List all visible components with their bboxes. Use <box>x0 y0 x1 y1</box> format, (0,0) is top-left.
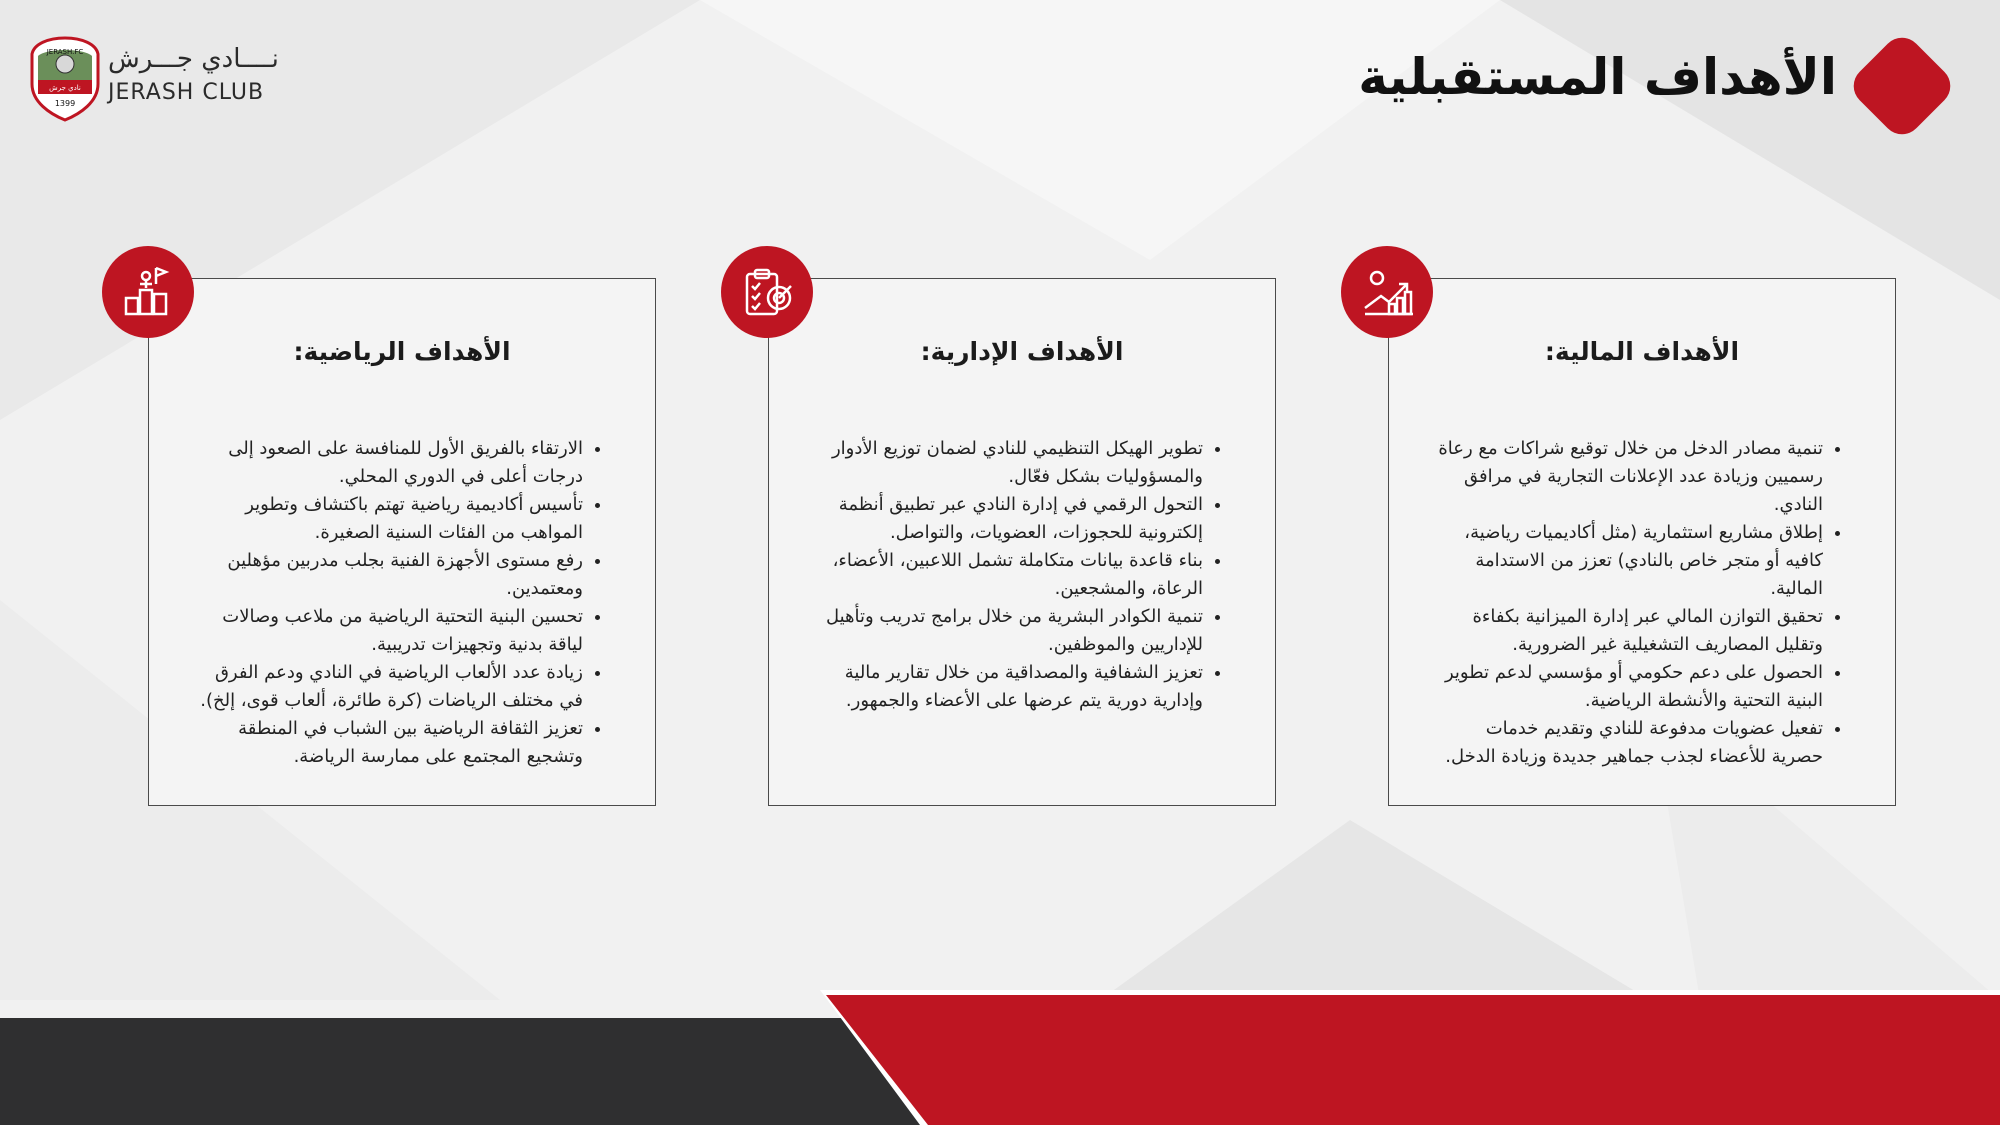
goals-list <box>1429 435 1847 771</box>
svg-text:JERASH.FC: JERASH.FC <box>46 48 84 56</box>
card-title: الأهداف المالية: <box>1544 337 1740 366</box>
list-item: • إطلاق مشاريع استثمارية (مثل أكاديميات رياضية، كافيه أو متجر خاص بالنادي) تعزز من الاستدامة المالية. <box>1429 519 1823 603</box>
podium-flag-icon <box>102 246 194 338</box>
card-title: الأهداف الإدارية: <box>920 337 1124 366</box>
logo-arabic-name: نــــادي جـــرش <box>108 44 279 74</box>
club-logo <box>28 36 288 126</box>
list-item: • الارتقاء بالفريق الأول للمنافسة على الصعود إلى درجات أعلى في الدوري المحلي. <box>189 435 583 491</box>
svg-text:1399: 1399 <box>54 99 76 108</box>
list-item: • زيادة عدد الألعاب الرياضية في النادي ودعم الفرق في مختلف الرياضات (كرة طائرة، ألعاب قوى، إلخ). <box>189 659 583 715</box>
list-item: • تنمية مصادر الدخل من خلال توقيع شراكات مع رعاة رسميين وزيادة عدد الإعلانات التجارية في مرافق النادي. <box>1429 435 1823 519</box>
card-administrative-goals <box>768 278 1276 806</box>
list-item: • بناء قاعدة بيانات متكاملة تشمل اللاعبين، الأعضاء، الرعاة، والمشجعين. <box>809 547 1203 603</box>
list-item: • التحول الرقمي في إدارة النادي عبر تطبيق أنظمة إلكترونية للحجوزات، العضويات، والتواصل. <box>809 491 1203 547</box>
logo-english-name: JERASH CLUB <box>108 80 265 105</box>
list-item: • تعزيز الشفافية والمصداقية من خلال تقارير مالية وإدارية دورية يتم عرضها على الأعضاء والجمهور. <box>809 659 1203 715</box>
list-item: • تنمية الكوادر البشرية من خلال برامج تدريب وتأهيل للإداريين والموظفين. <box>809 603 1203 659</box>
list-item: • تعزيز الثقافة الرياضية بين الشباب في المنطقة وتشجيع المجتمع على ممارسة الرياضة. <box>189 715 583 771</box>
clipboard-target-icon <box>721 246 813 338</box>
list-item: • رفع مستوى الأجهزة الفنية بجلب مدربين مؤهلين ومعتمدين. <box>189 547 583 603</box>
list-item: • تفعيل عضويات مدفوعة للنادي وتقديم خدمات حصرية للأعضاء لجذب جماهير جديدة وزيادة الدخل. <box>1429 715 1823 771</box>
money-growth-icon <box>1341 246 1433 338</box>
goals-list <box>809 435 1227 715</box>
page-title: الأهداف المستقبلية <box>1358 48 1837 106</box>
list-item: • الحصول على دعم حكومي أو مؤسسي لدعم تطوير البنية التحتية والأنشطة الرياضية. <box>1429 659 1823 715</box>
card-financial-goals <box>1388 278 1896 806</box>
list-item: • تطوير الهيكل التنظيمي للنادي لضمان توزيع الأدوار والمسؤوليات بشكل فعّال. <box>809 435 1203 491</box>
list-item: • تأسيس أكاديمية رياضية تهتم باكتشاف وتطوير المواهب من الفئات السنية الصغيرة. <box>189 491 583 547</box>
svg-text:نادي جرش: نادي جرش <box>49 84 81 92</box>
goals-list <box>189 435 607 771</box>
card-sports-goals <box>148 278 656 806</box>
list-item: • تحقيق التوازن المالي عبر إدارة الميزانية بكفاءة وتقليل المصاريف التشغيلية غير الضرورية. <box>1429 603 1823 659</box>
card-title: الأهداف الرياضية: <box>293 337 511 366</box>
club-crest-icon <box>28 36 102 122</box>
list-item: • تحسين البنية التحتية الرياضية من ملاعب وصالات لياقة بدنية وتجهيزات تدريبية. <box>189 603 583 659</box>
